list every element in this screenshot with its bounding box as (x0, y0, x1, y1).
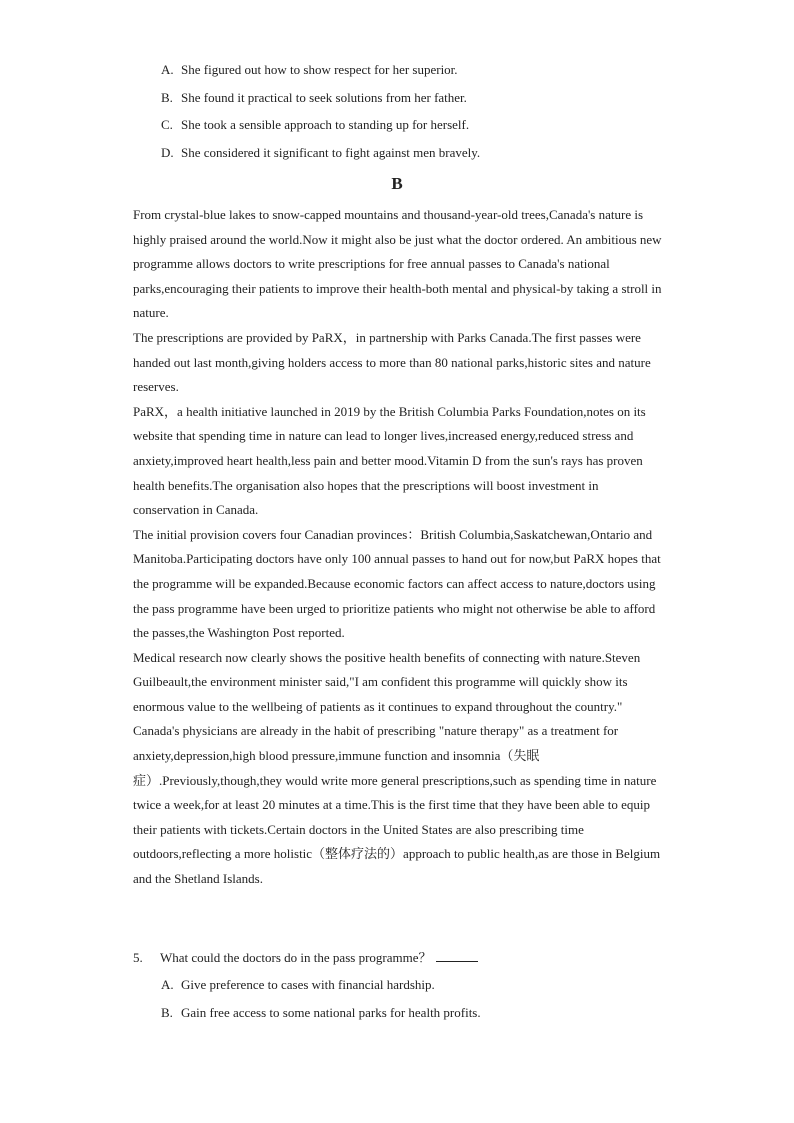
option-letter: A. (161, 977, 174, 992)
option-text: She considered it significant to fight against men bravely. (181, 145, 481, 160)
option-letter: A. (161, 62, 174, 77)
question-text: What could the doctors do in the pass programme？ (160, 950, 432, 965)
option-letter: B. (161, 1005, 173, 1020)
option-letter: B. (161, 90, 173, 105)
option-letter: C. (161, 117, 173, 132)
option-b (161, 1005, 481, 1021)
option-text: She figured out how to show respect for her superior. (181, 62, 458, 77)
prev-option-b (161, 90, 467, 106)
option-a (161, 977, 435, 993)
option-text: Give preference to cases with financial hardship. (181, 977, 435, 992)
passage-paragraph: The prescriptions are provided by PaRX，in partnership with Parks Canada.The first passes were handed out last month,giving holders access to more than 80 national parks,historic sites and nature reserves. (133, 329, 651, 395)
answer-blank[interactable] (436, 949, 478, 962)
section-title: B (391, 174, 403, 193)
passage-paragraph: Medical research now clearly shows the positive health benefits of connecting with nature.Steven Guilbeault,the environment minister said,"I am confident this programme will quickly show its enormous value to the wellbeing of patients as it continues to expand throughout the country." (133, 649, 641, 714)
passage-paragraph: From crystal-blue lakes to snow-capped mountains and thousand-year-old trees,Canada's nature is highly praised around the world.Now it might also be just what the doctor ordered. An ambitious new programme allows doctors to write prescriptions for free annual passes to Canada's national parks,encouraging their patients to improve their health-both mental and physical-by taking a stroll in nature. (133, 207, 662, 321)
option-letter: D. (161, 145, 174, 160)
passage-paragraph: PaRX，a health initiative launched in 2019 by the British Columbia Parks Foundation,notes on its website that spending time in nature can lead to longer lives,increased energy,reduced stress and anxiety,improved heart health,less pain and better mood.Vitamin D from the sun's rays has proven health benefits.The organisation also hopes that the prescriptions will boost investment in conservation in Canada. (133, 403, 646, 518)
option-text: She took a sensible approach to standing up for herself. (181, 117, 470, 132)
question-number: 5. (133, 950, 143, 965)
question-5 (133, 949, 478, 966)
passage-paragraph: Canada's physicians are already in the habit of prescribing "nature therapy" as a treatment for anxiety,depression,high blood pressure,immune function and insomnia（失眠症）.Previously,though,they would write more general prescriptions,such as spending time in nature twice a week,for at least 20 minutes at a time.This is the first time that they have been able to equip their patients with tickets.Certain doctors in the United States are also prescribing time outdoors,reflecting a more holistic（整体疗法的）approach to public health,as are those in Belgium and the Shetland Islands. (133, 723, 661, 887)
option-text: Gain free access to some national parks for health profits. (181, 1005, 481, 1020)
option-text: She found it practical to seek solutions from her father. (181, 90, 467, 105)
prev-option-c (161, 117, 469, 133)
passage-paragraph: The initial provision covers four Canadian provinces：British Columbia,Saskatchewan,Ontario and Manitoba.Participating doctors have only 100 annual passes to hand out for now,but PaRX hopes that the programme will be expanded.Because economic factors can affect access to nature,doctors using the pass programme have been urged to prioritize patients who might not otherwise be able to afford the passes,the Washington Post reported. (133, 526, 661, 641)
prev-option-a (161, 62, 458, 78)
prev-option-d (161, 145, 480, 161)
reading-passage (133, 203, 663, 892)
